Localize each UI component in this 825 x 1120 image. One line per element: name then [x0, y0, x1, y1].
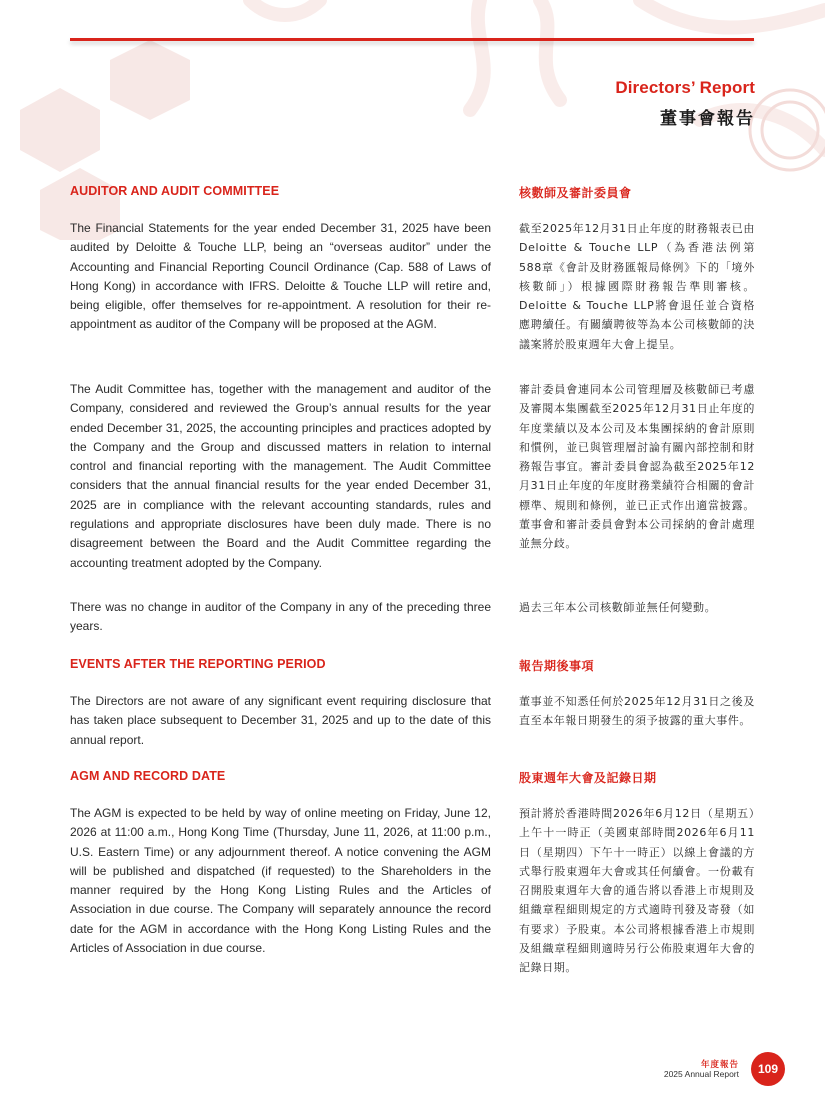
page-title-en: Directors’ Report — [615, 78, 755, 97]
page-number-badge: 109 — [751, 1052, 785, 1086]
auditor-paragraph-1-en: The Financial Statements for the year ended December 31, 2025 have been audited by Deloitte & Touche LLP, being an “overseas auditor” under the Accounting and Financial Reporting Council Ordinance (Cap. 588 of Laws of Hong Kong) in accordance with IFRS. Deloitte & Touche LLP will retire and, being eligible, offer themselves for re-appointment. A resolution for their re-appointment as auditor of the Company will be proposed at the AGM. — [70, 221, 491, 332]
auditor-paragraph-1-zh: 截至2025年12月31日止年度的財務報表已由Deloitte & Touche LLP（為香港法例第588章《會計及財務匯報局條例》下的「境外核數師」）根據國際財務報告準則審核。Deloitte & Touche LLP將會退任並合資格應聘續任。有關續聘彼等為本公司核數師的決議案將於股東週年大會上提呈。 — [519, 222, 755, 351]
events-heading-zh: 報告期後事項 — [519, 659, 595, 673]
header-rule — [70, 38, 754, 41]
agm-paragraph-en: The AGM is expected to be held by way of online meeting on Friday, June 12, 2026 at 11:00 a.m., Hong Kong Time (Thursday, June 11, 2026, at 11:00 p.m., U.S. Eastern Time) or any adjournment thereof. A notice convening the AGM will be published and dispatched (if requested) to the Shareholders in the manner required by the Hong Kong Listing Rules and the Articles of Association in due course. The Company will separately announce the record date for the AGM in accordance with the Hong Kong Listing Rules and the Articles of Association in due course. — [70, 806, 491, 956]
events-heading-en: EVENTS AFTER THE REPORTING PERIOD — [70, 657, 326, 671]
agm-heading-en: AGM AND RECORD DATE — [70, 769, 226, 783]
agm-paragraph-zh: 預計將於香港時間2026年6月12日（星期五）上午十一時正（美國東部時間2026年6月11日（星期四）下午十一時正）以線上會議的方式舉行股東週年大會或其任何續會。一份載有召開股東週年大會的通告將以香港上市規則及組織章程細則規定的方式適時刊發及寄發（如有要求）予股東。本公司將根據香港上市規則及組織章程細則適時另行公佈股東週年大會的記錄日期。 — [519, 807, 755, 975]
agm-heading-zh: 股東週年大會及記錄日期 — [519, 771, 657, 785]
footer-report-label-en: 2025 Annual Report — [663, 1069, 739, 1079]
auditor-paragraph-3-en: There was no change in auditor of the Company in any of the preceding three years. — [70, 600, 491, 634]
auditor-heading-en: AUDITOR AND AUDIT COMMITTEE — [70, 184, 280, 198]
auditor-paragraph-2-en: The Audit Committee has, together with the management and auditor of the Company, considered and reviewed the Group’s annual results for the year ended December 31, 2025, the accounting principles and practices adopted by the Company and the Group and discussed matters in relation to internal control and financial reporting with the management. The Audit Committee considers that the annual financial results for the year ended December 31, 2025 are in compliance with the relevant accounting standards, rules and regulations and appropriate disclosures have been duly made. There is no disagreement between the Board and the Audit Committee regarding the accounting treatment adopted by the Company. — [70, 382, 491, 570]
page-title-zh: 董事會報告 — [660, 109, 755, 129]
auditor-paragraph-3-zh: 過去三年本公司核數師並無任何變動。 — [519, 601, 717, 614]
auditor-paragraph-2-zh: 審計委員會連同本公司管理層及核數師已考慮及審閱本集團截至2025年12月31日止年度的年度業績以及本公司及本集團採納的會計原則和慣例，並已與管理層討論有關內部控制和財務報告事宜。審計委員會認為截至2025年12月31日止年度的年度財務業績符合相關的會計標準、規則和條例，並已正式作出適當披露。董事會和審計委員會對本公司採納的會計處理並無分歧。 — [519, 383, 755, 551]
footer-report-label-zh: 年度報告 — [700, 1060, 739, 1070]
events-paragraph-zh: 董事並不知悉任何於2025年12月31日之後及直至本年報日期發生的須予披露的重大事件。 — [519, 695, 755, 728]
auditor-heading-zh: 核數師及審計委員會 — [519, 186, 632, 200]
events-paragraph-en: The Directors are not aware of any significant event requiring disclosure that has taken place subsequent to December 31, 2025 and up to the date of this annual report. — [70, 694, 491, 747]
